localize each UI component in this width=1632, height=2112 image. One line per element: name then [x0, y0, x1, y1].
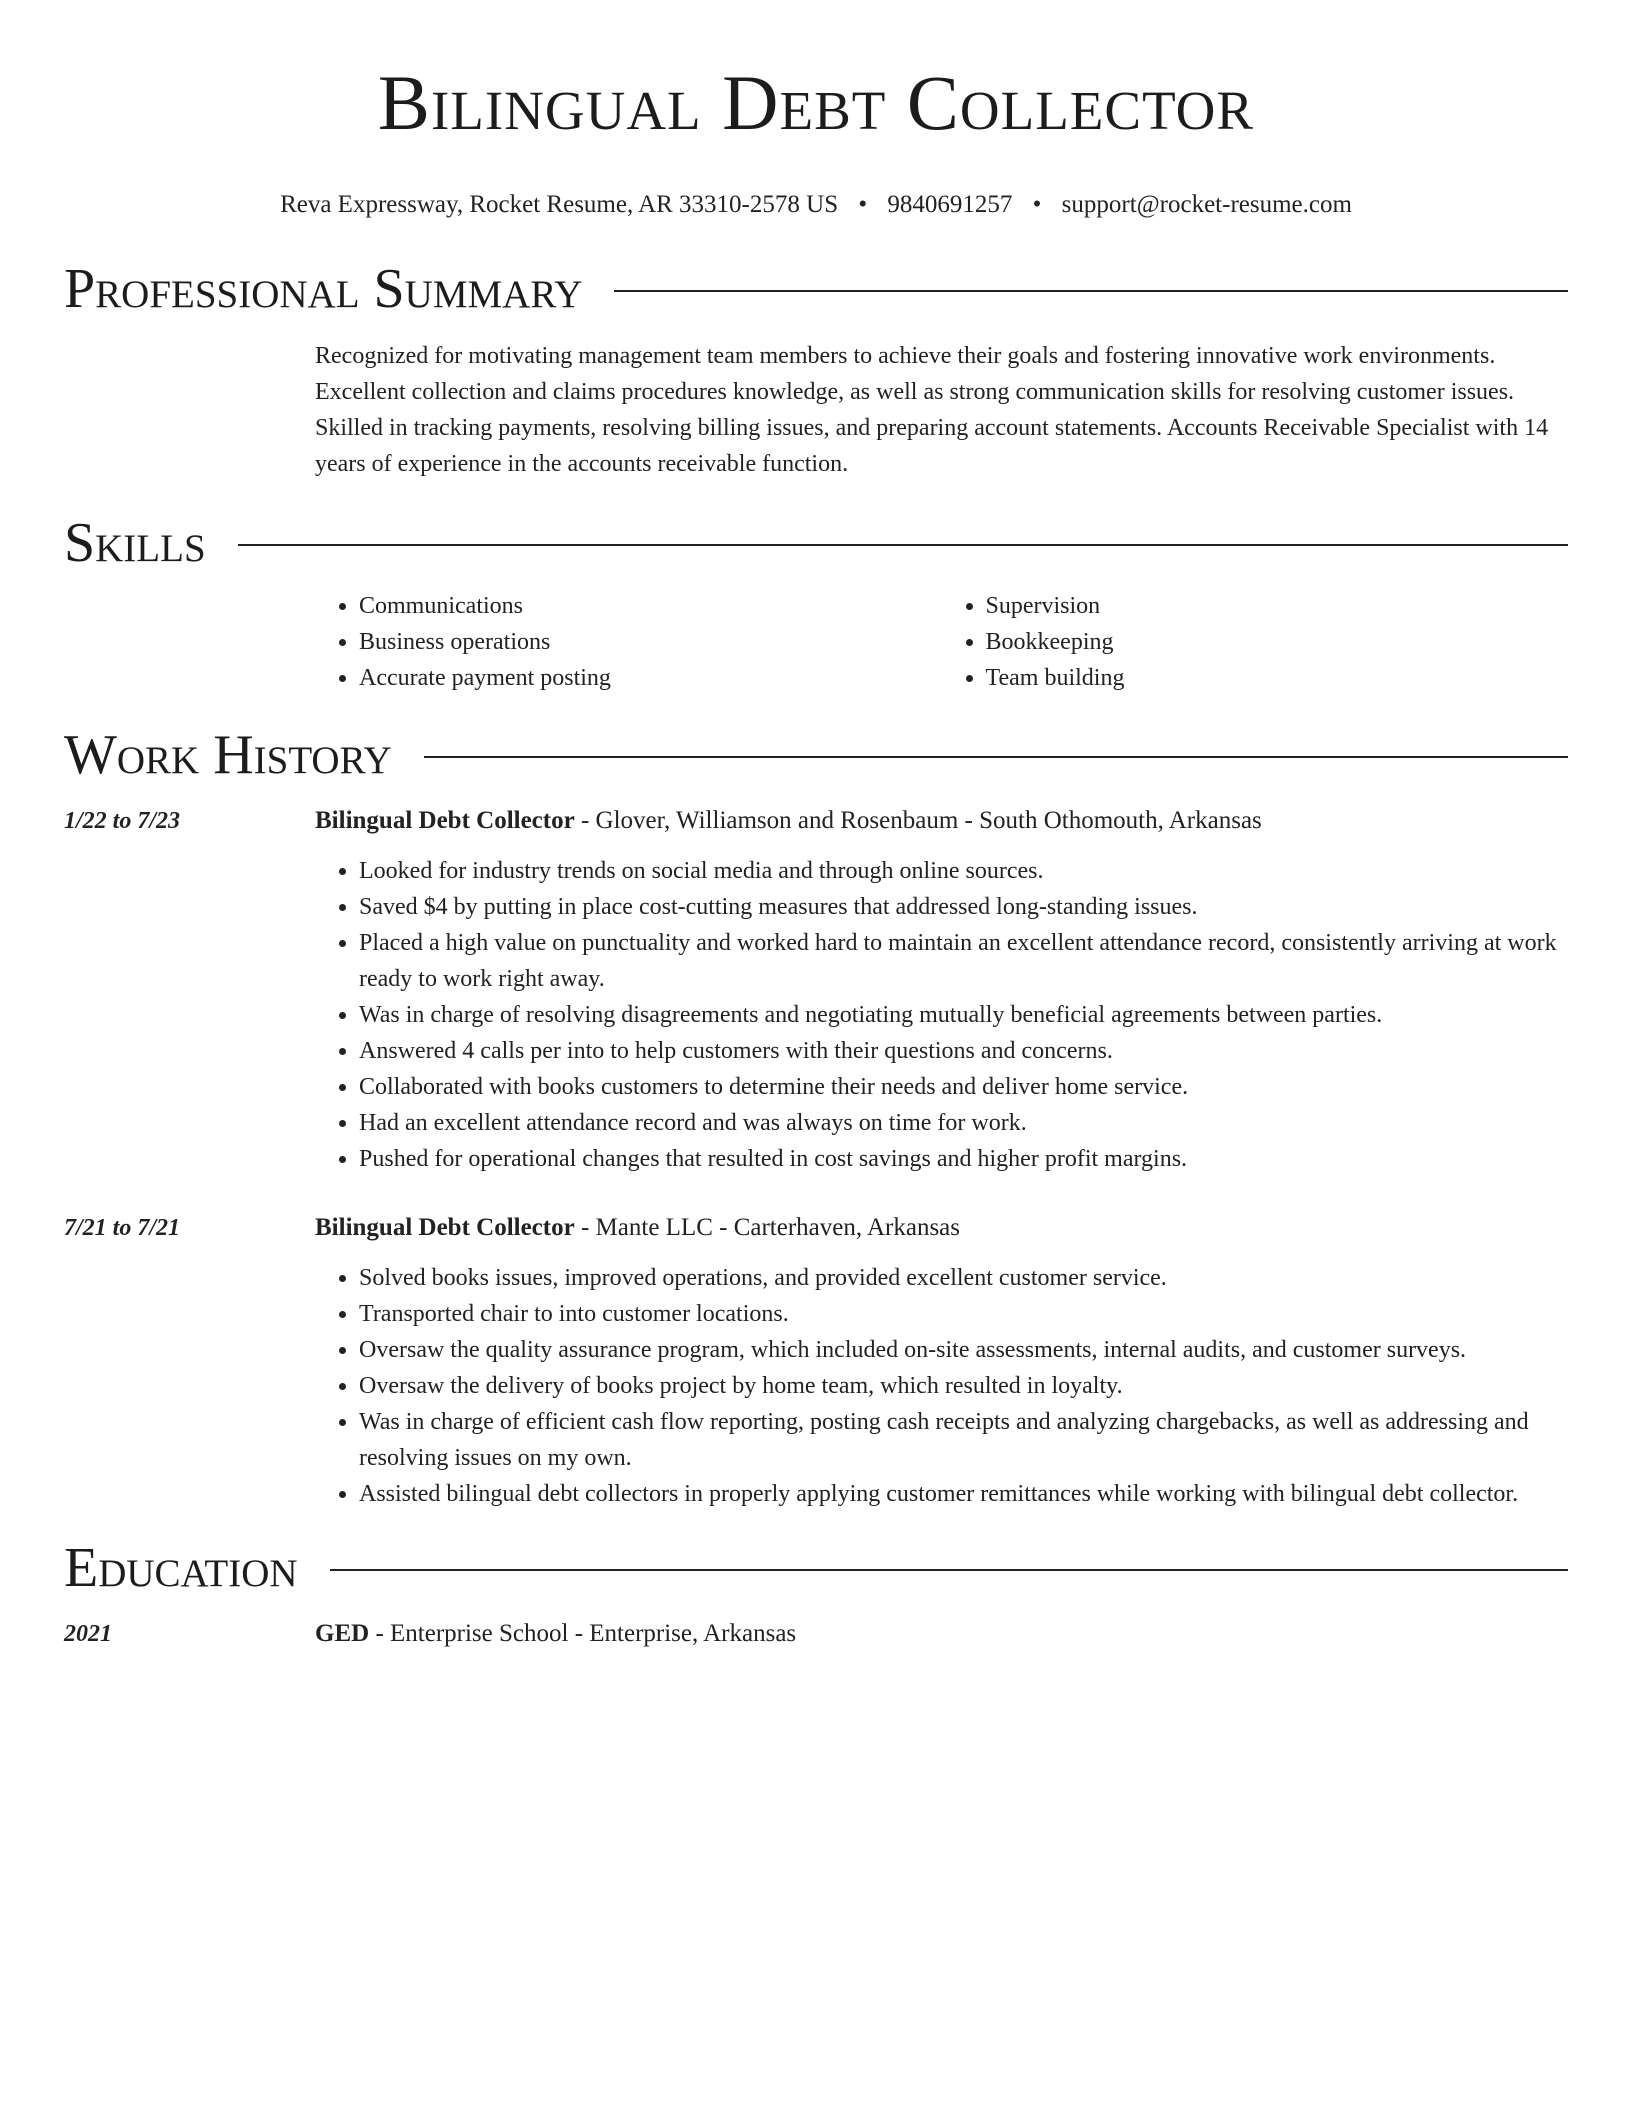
skills-column-left: [315, 588, 942, 696]
job-bullet: • Oversaw the quality assurance program, which included on-site assessments, internal audits, and customer surveys.: [359, 1332, 1568, 1368]
section-title-education: Education: [64, 1537, 298, 1599]
section-divider: [330, 1569, 1568, 1571]
job-bullet: • Transported chair to into customer locations.: [359, 1296, 1568, 1332]
job-dates: 7/21 to 7/21: [64, 1215, 181, 1241]
job-bullet: • Pushed for operational changes that resulted in cost savings and higher profit margins.: [359, 1141, 1568, 1177]
section-divider: [424, 756, 1568, 758]
job-bullet: • Collaborated with books customers to determine their needs and deliver home service.: [359, 1069, 1568, 1105]
skills-list: [315, 588, 1568, 696]
section-title-skills: Skills: [64, 512, 206, 574]
job-bullet: • Placed a high value on punctuality and worked hard to maintain an excellent attendance record, consistently arriving at work ready to work right away.: [359, 925, 1568, 997]
contact-separator: •: [1032, 191, 1042, 218]
education-entry: [64, 1617, 1568, 1651]
contact-address: Reva Expressway, Rocket Resume, AR 33310-2578 US: [280, 191, 839, 218]
education-year: 2021: [64, 1621, 112, 1647]
job-dates: 1/22 to 7/23: [64, 808, 181, 834]
skill-item: • Bookkeeping: [986, 624, 1569, 660]
section-divider: [614, 290, 1568, 292]
skill-item: • Supervision: [986, 588, 1569, 624]
job-entry: [64, 804, 1568, 838]
contact-line: [64, 190, 1568, 220]
job-role: [315, 1211, 960, 1245]
job-bullets: [315, 853, 1568, 1177]
job-role: [315, 804, 1262, 838]
summary-paragraph: Recognized for motivating management team members to achieve their goals and fostering innovative work environments. Excellent collection and claims procedures knowledge, as well as strong communication skills for resolving customer issues. Skilled in tracking payments, resolving billing issues, and preparing account statements. Accounts Receivable Specialist with 14 years of experience in the accounts receivable function.: [315, 343, 1549, 477]
education-degree: GED: [315, 1620, 370, 1647]
skill-item: • Accurate payment posting: [359, 660, 942, 696]
job-details: - Mante LLC - Carterhaven, Arkansas: [574, 1214, 961, 1241]
section-header-work-history: [64, 723, 1568, 787]
job-bullet: • Was in charge of resolving disagreements and negotiating mutually beneficial agreements between parties.: [359, 997, 1568, 1033]
job-bullet: • Looked for industry trends on social media and through online sources.: [359, 853, 1568, 889]
job-bullet: • Answered 4 calls per into to help customers with their questions and concerns.: [359, 1033, 1568, 1069]
job-details: - Glover, Williamson and Rosenbaum - South Othomouth, Arkansas: [574, 807, 1262, 834]
education-role: [315, 1617, 796, 1651]
job-entry: [64, 1211, 1568, 1245]
skill-item: • Communications: [359, 588, 942, 624]
contact-email: support@rocket-resume.com: [1061, 191, 1352, 218]
contact-phone: 9840691257: [887, 191, 1013, 218]
resume-title: Bilingual Debt Collector: [377, 59, 1255, 146]
skill-item: • Team building: [986, 660, 1569, 696]
job-bullet: • Saved $4 by putting in place cost-cutting measures that addressed long-standing issues.: [359, 889, 1568, 925]
section-divider: [238, 544, 1568, 546]
section-header-skills: [64, 511, 1568, 575]
section-title-summary: Professional Summary: [64, 258, 583, 320]
job-bullet: • Oversaw the delivery of books project by home team, which resulted in loyalty.: [359, 1368, 1568, 1404]
section-header-education: [64, 1536, 1568, 1600]
section-title-work-history: Work History: [64, 724, 392, 786]
contact-separator: •: [858, 191, 868, 218]
job-bullets: [315, 1260, 1568, 1512]
job-bullet: • Was in charge of efficient cash flow reporting, posting cash receipts and analyzing chargebacks, as well as addressing and resolving issues on my own.: [359, 1404, 1568, 1476]
job-bullet: • Solved books issues, improved operations, and provided excellent customer service.: [359, 1260, 1568, 1296]
job-bullet: • Had an excellent attendance record and was always on time for work.: [359, 1105, 1568, 1141]
job-position: Bilingual Debt Collector: [315, 807, 575, 834]
section-header-summary: [64, 257, 1568, 321]
skill-item: • Business operations: [359, 624, 942, 660]
job-position: Bilingual Debt Collector: [315, 1214, 575, 1241]
job-bullet: • Assisted bilingual debt collectors in properly applying customer remittances while working with bilingual debt collector.: [359, 1476, 1568, 1512]
skills-column-right: [942, 588, 1569, 696]
education-details: - Enterprise School - Enterprise, Arkansas: [369, 1620, 797, 1647]
